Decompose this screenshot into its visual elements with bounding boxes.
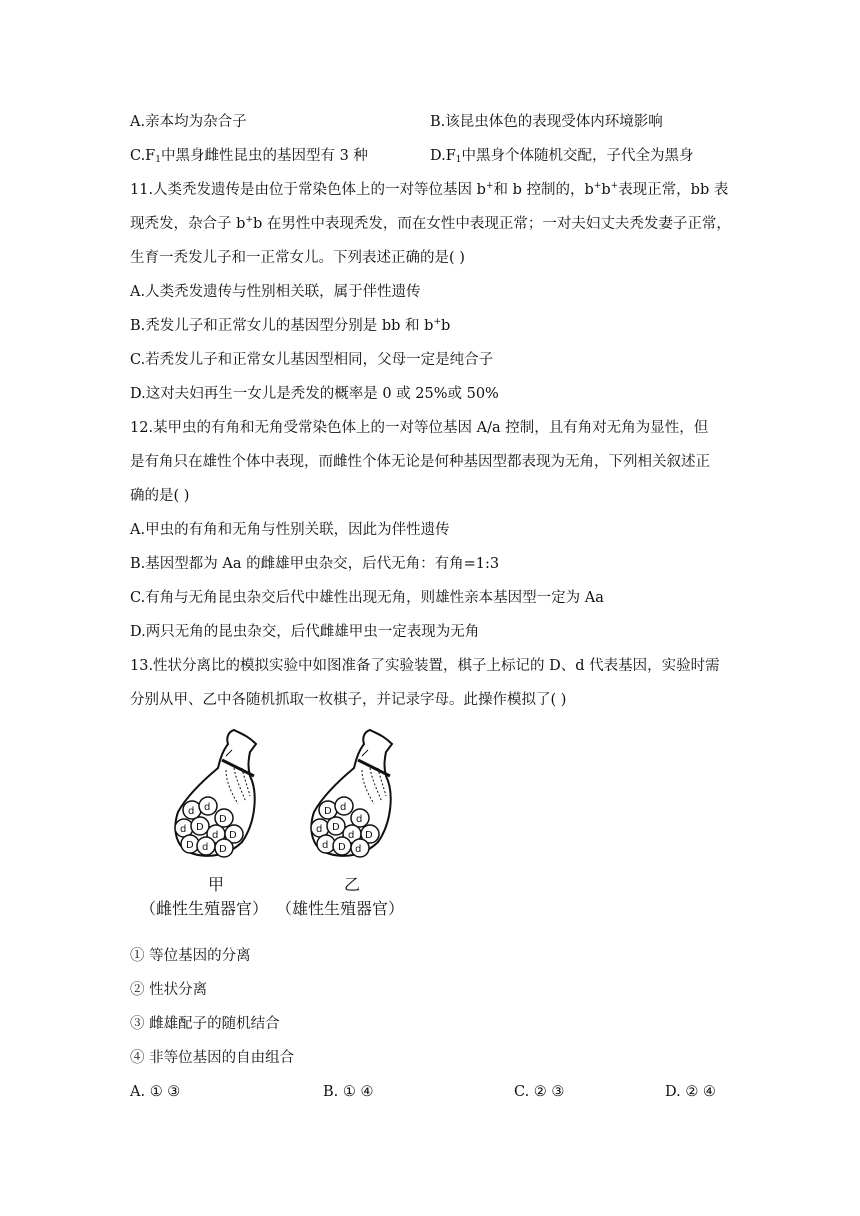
svg-text:d: d — [355, 844, 362, 855]
q11-option-b: B.秃发儿子和正常女儿的基因型分别是 bb 和 b+b — [130, 317, 451, 334]
svg-text:d: d — [348, 830, 355, 841]
q12-stem-line2: 是有角只在雄性个体中表现，而雌性个体无论是何种基因型都表现为无角，下列相关叙述正 — [130, 454, 710, 470]
q10-option-c: $C.F_1$中黑身雌性昆虫的基因型有 3 种 — [130, 148, 368, 165]
svg-text:d: d — [180, 824, 187, 835]
figure-caption-male: （雄性生殖器官） — [276, 899, 405, 918]
svg-text:D: D — [229, 830, 237, 841]
svg-text:d: d — [202, 842, 209, 853]
q13-stem-line1: 13.性状分离比的模拟实验中如图准备了实验装置，棋子上标记的 D、d 代表基因，实验时需 — [130, 658, 720, 674]
svg-text:d: d — [204, 802, 211, 813]
svg-text:d: d — [188, 806, 195, 817]
q11-stem-line3: 生育一秃发儿子和一正常女儿。下列表述正确的是( ) — [130, 250, 465, 266]
q10-option-a: A.亲本均为杂合子 — [130, 114, 247, 130]
q13-choice-a: A. ① ③ — [130, 1084, 181, 1100]
svg-text:D: D — [332, 822, 340, 833]
q11-stem-line2: 现秃发，杂合子 b+b 在男性中表现秃发，而在女性中表现正常；一对夫妇丈夫秃发妻子正常， — [130, 215, 731, 232]
q12-stem-line1: 12.某甲虫的有角和无角受常染色体上的一对等位基因 A/a 控制，且有角对无角为显性，但 — [130, 420, 709, 436]
svg-text:d: d — [316, 824, 323, 835]
figure-label-jia: 甲 — [208, 875, 225, 894]
svg-text:D: D — [365, 830, 373, 841]
svg-text:d: d — [356, 814, 363, 825]
q12-option-a: A.甲虫的有角和无角与性别关联，因此为伴性遗传 — [130, 522, 450, 538]
bags-illustration — [130, 722, 430, 872]
svg-text:d: d — [322, 840, 329, 851]
q10-option-b: B.该昆虫体色的表现受体内环境影响 — [430, 114, 663, 130]
q13-choice-d: D. ② ④ — [665, 1084, 716, 1100]
q13-stem-line2: 分别从甲、乙中各随机抓取一枚棋子，并记录字母。此操作模拟了( ) — [130, 692, 567, 708]
svg-text:D: D — [186, 840, 194, 851]
figure-label-yi: 乙 — [344, 875, 361, 894]
figure-caption-female: （雌性生殖器官） — [140, 899, 269, 918]
q12-option-b: B.基因型都为 Aa 的雌雄甲虫杂交，后代无角：有角=1:3 — [130, 556, 500, 572]
q12-option-d: D.两只无角的昆虫杂交，后代雌雄甲虫一定表现为无角 — [130, 624, 480, 640]
svg-text:D: D — [338, 842, 346, 853]
q13-item-2: ② 性状分离 — [130, 982, 208, 998]
q11-option-a: A.人类秃发遗传与性别相关联，属于伴性遗传 — [130, 284, 421, 300]
q13-item-1: ① 等位基因的分离 — [130, 948, 251, 964]
svg-text:D: D — [196, 822, 204, 833]
q11-stem-line1: 11.人类秃发遗传是由位于常染色体上的一对等位基因 b+和 b 控制的，b+b+表现正常，bb 表 — [130, 181, 729, 198]
q12-option-c: C.有角与无角昆虫杂交后代中雄性出现无角，则雄性亲本基因型一定为 Aa — [130, 590, 604, 606]
q12-stem-line3: 确的是( ) — [130, 488, 190, 504]
q13-item-3: ③ 雌雄配子的随机结合 — [130, 1016, 280, 1032]
svg-text:d: d — [212, 830, 219, 841]
q13-choice-c: C. ② ③ — [514, 1084, 565, 1100]
svg-text:D: D — [324, 806, 332, 817]
q10-option-d: $D.F_1$中黑身个体随机交配，子代全为黑身 — [430, 148, 694, 165]
svg-text:D: D — [219, 844, 227, 855]
svg-text:D: D — [219, 814, 227, 825]
experiment-figure — [130, 722, 430, 922]
q13-choice-b: B. ① ④ — [323, 1084, 374, 1100]
q11-option-c: C.若秃发儿子和正常女儿基因型相同，父母一定是纯合子 — [130, 352, 494, 368]
svg-text:d: d — [340, 802, 347, 813]
q13-item-4: ④ 非等位基因的自由组合 — [130, 1050, 295, 1066]
q11-option-d: D.这对夫妇再生一女儿是秃发的概率是 0 或 25%或 50% — [130, 386, 499, 402]
